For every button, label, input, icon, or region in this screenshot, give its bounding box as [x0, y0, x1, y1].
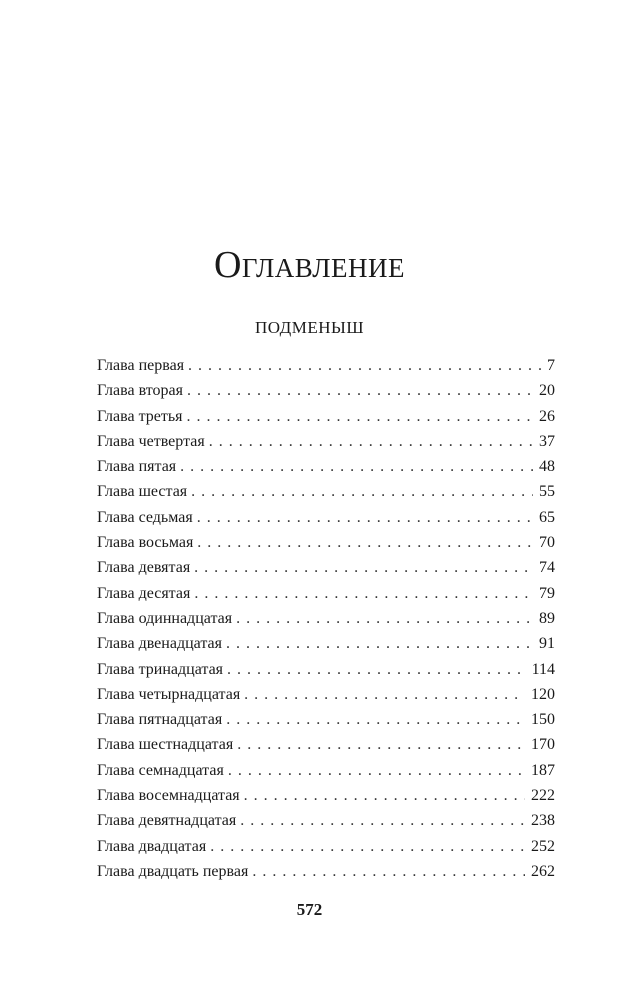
dot-leader: [244, 682, 525, 707]
dot-leader: [210, 834, 525, 859]
toc-entry-label: Глава третья: [97, 407, 183, 425]
toc-entry-label: Глава четырнадцатая: [97, 685, 241, 703]
dot-leader: [191, 479, 533, 504]
toc-entry: [97, 859, 555, 884]
toc-entry: [97, 454, 555, 479]
page-title: Оглавление: [213, 244, 406, 286]
toc-entry-page: 120: [531, 685, 555, 703]
toc-entry-page: 89: [539, 609, 555, 627]
part-title: ПОДМЕНЫШ: [254, 318, 365, 337]
toc-entry: [97, 808, 555, 833]
toc-entry-page: 170: [531, 736, 555, 754]
toc-entry-page: 187: [531, 761, 555, 779]
dot-leader: [197, 505, 533, 530]
dot-leader: [180, 454, 533, 479]
toc-entry-page: 74: [539, 559, 555, 577]
dot-leader: [240, 808, 525, 833]
table-of-contents: [97, 353, 555, 884]
toc-entry: [97, 530, 555, 555]
toc-entry-page: 37: [539, 432, 555, 450]
dot-leader: [252, 859, 525, 884]
toc-entry: [97, 353, 555, 378]
toc-entry-page: 65: [539, 508, 555, 526]
toc-entry: [97, 555, 555, 580]
dot-leader: [226, 631, 533, 656]
dot-leader: [227, 657, 526, 682]
toc-entry: [97, 505, 555, 530]
toc-entry-page: 7: [547, 357, 555, 374]
toc-entry-label: Глава девятнадцатая: [97, 812, 237, 830]
toc-entry-label: Глава первая: [97, 357, 185, 374]
toc-entry-label: Глава шестая: [97, 483, 188, 501]
dot-leader: [197, 530, 533, 555]
toc-entry: [97, 758, 555, 783]
toc-entry-label: Глава семнадцатая: [97, 761, 224, 779]
toc-entry-label: Глава двенадцатая: [97, 635, 222, 653]
toc-entry-label: Глава шестнадцатая: [97, 736, 234, 754]
dot-leader: [187, 378, 533, 403]
toc-entry-label: Глава десятая: [97, 584, 191, 602]
dot-leader: [209, 429, 533, 454]
toc-entry-page: 150: [531, 711, 555, 729]
toc-entry-page: 20: [539, 382, 555, 400]
toc-entry: [97, 783, 555, 808]
toc-entry: [97, 631, 555, 656]
toc-entry: [97, 682, 555, 707]
dot-leader: [236, 606, 533, 631]
toc-entry-label: Глава седьмая: [97, 508, 193, 526]
toc-entry-label: Глава тринадцатая: [97, 660, 224, 678]
toc-entry-page: 114: [531, 660, 555, 678]
dot-leader: [188, 353, 541, 378]
toc-entry-label: Глава девятая: [97, 559, 191, 577]
toc-entry-page: 222: [531, 787, 555, 805]
toc-entry-label: Глава двадцатая: [97, 837, 207, 855]
toc-entry: [97, 404, 555, 429]
toc-entry-page: 55: [539, 483, 555, 501]
dot-leader: [244, 783, 525, 808]
toc-entry: [97, 657, 555, 682]
toc-entry: [97, 834, 555, 859]
toc-entry: [97, 707, 555, 732]
toc-entry-page: 262: [531, 862, 555, 880]
dot-leader: [194, 555, 533, 580]
toc-entry: [97, 732, 555, 757]
toc-entry: [97, 378, 555, 403]
toc-entry: [97, 429, 555, 454]
toc-entry-label: Глава вторая: [97, 382, 183, 400]
toc-entry-label: Глава четвертая: [97, 432, 205, 450]
toc-entry-label: Глава пятая: [97, 458, 177, 476]
toc-entry-label: Глава восьмая: [97, 534, 194, 552]
page-number: 572: [296, 900, 323, 919]
toc-entry-page: 79: [539, 584, 555, 602]
dot-leader: [226, 707, 525, 732]
dot-leader: [228, 758, 525, 783]
toc-entry-label: Глава одиннадцатая: [97, 609, 233, 627]
dot-leader: [237, 732, 525, 757]
toc-entry-label: Глава двадцать первая: [97, 862, 249, 880]
toc-entry-label: Глава пятнадцатая: [97, 711, 223, 729]
toc-entry-page: 48: [539, 458, 555, 476]
toc-entry: [97, 606, 555, 631]
toc-entry: [97, 479, 555, 504]
toc-entry-page: 252: [531, 837, 555, 855]
toc-entry-page: 238: [531, 812, 555, 830]
toc-entry-page: 26: [539, 407, 555, 425]
toc-entry-label: Глава восемнадцатая: [97, 787, 240, 805]
toc-entry-page: 70: [539, 534, 555, 552]
dot-leader: [194, 581, 533, 606]
toc-entry-page: 91: [539, 635, 555, 653]
toc-entry: [97, 581, 555, 606]
dot-leader: [187, 404, 533, 429]
